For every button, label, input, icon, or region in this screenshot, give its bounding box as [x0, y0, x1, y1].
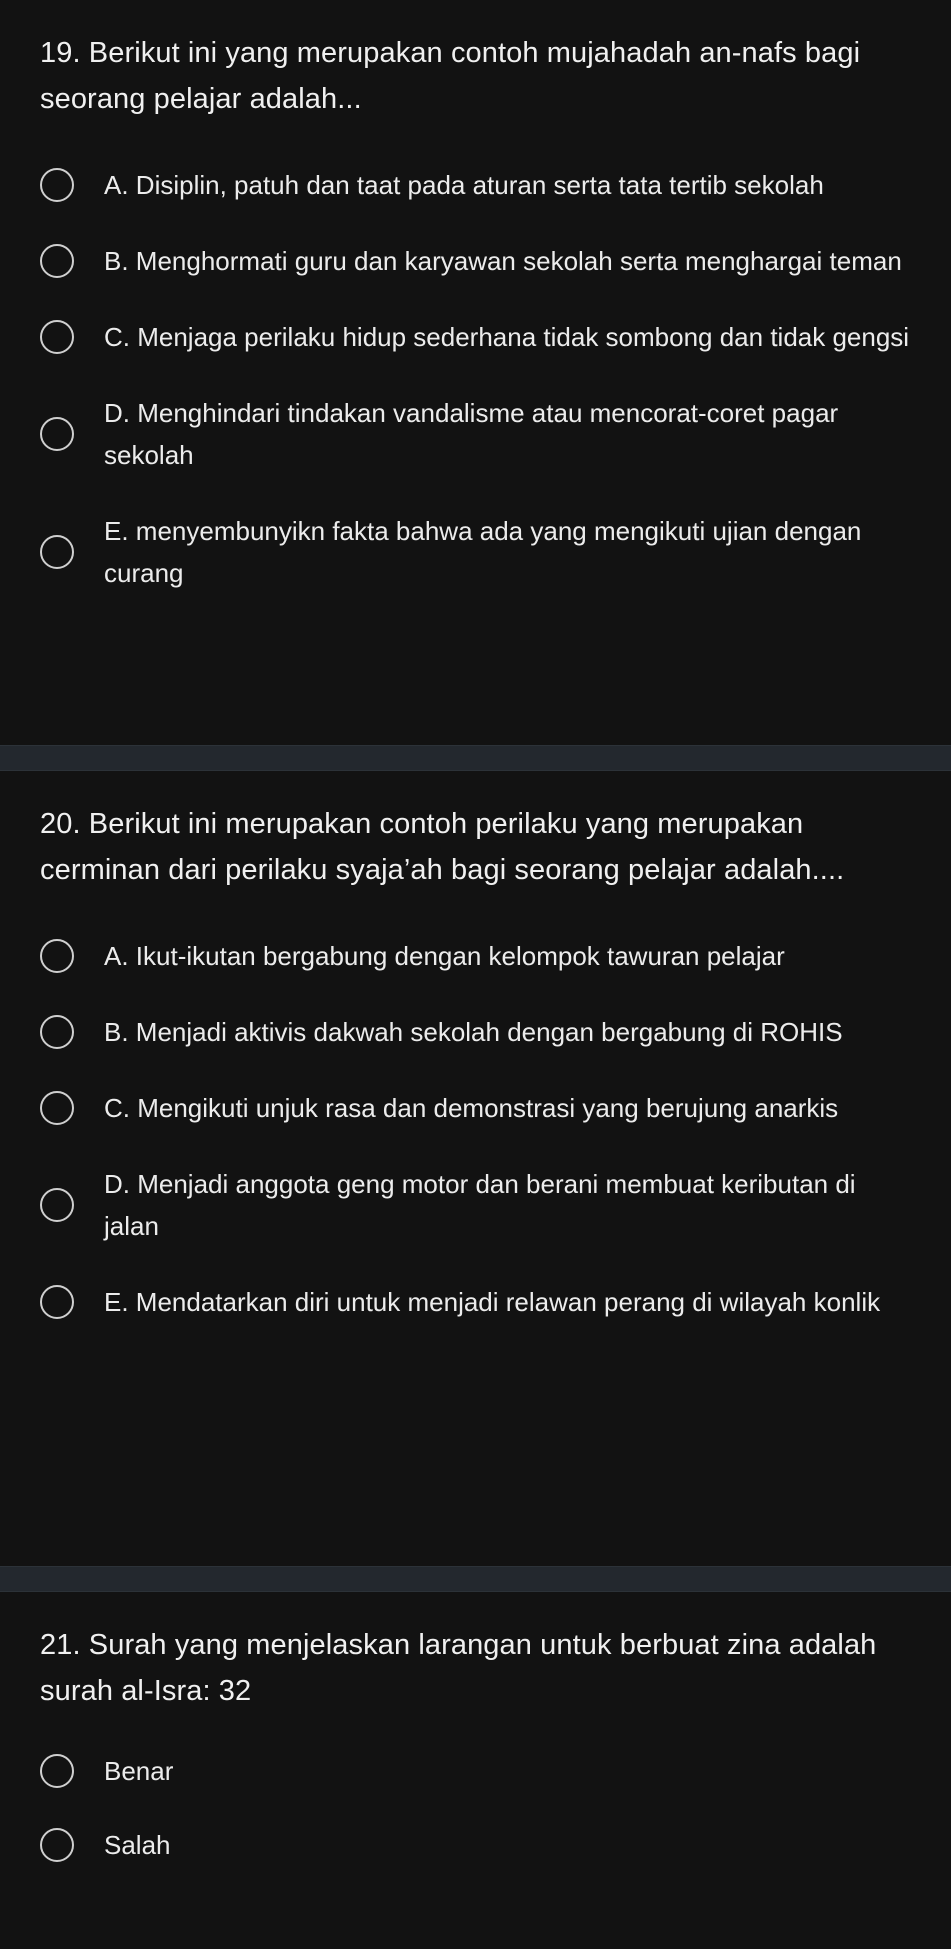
- options-group: [40, 935, 911, 1323]
- radio-unchecked-icon[interactable]: [40, 320, 74, 354]
- option-d[interactable]: [40, 392, 911, 476]
- option-label: B. Menjadi aktivis dakwah sekolah dengan bergabung di ROHIS: [104, 1017, 843, 1047]
- option-d[interactable]: [40, 1163, 911, 1247]
- option-b[interactable]: [40, 1011, 911, 1053]
- option-label: A. Disiplin, patuh dan taat pada aturan serta tata tertib sekolah: [104, 170, 824, 200]
- option-label: C. Mengikuti unjuk rasa dan demonstrasi yang berujung anarkis: [104, 1093, 839, 1123]
- radio-unchecked-icon[interactable]: [40, 1828, 74, 1862]
- option-label: A. Ikut-ikutan bergabung dengan kelompok tawuran pelajar: [104, 941, 785, 971]
- radio-unchecked-icon[interactable]: [40, 1754, 74, 1788]
- option-e[interactable]: [40, 1281, 911, 1323]
- radio-unchecked-icon[interactable]: [40, 1188, 74, 1222]
- option-label: D. Menghindari tindakan vandalisme atau mencorat-coret pagar sekolah: [104, 398, 839, 470]
- question-text: 20. Berikut ini merupakan contoh perilaku yang merupakan cerminan dari perilaku syaja’ah bagi seorang pelajar adalah....: [40, 808, 845, 886]
- option-c[interactable]: [40, 316, 911, 358]
- option-label: D. Menjadi anggota geng motor dan berani membuat keributan di jalan: [104, 1169, 856, 1241]
- option-benar[interactable]: [40, 1750, 911, 1792]
- option-e[interactable]: [40, 510, 911, 594]
- option-a[interactable]: [40, 935, 911, 977]
- radio-unchecked-icon[interactable]: [40, 1285, 74, 1319]
- options-group: [40, 164, 911, 594]
- options-group: [40, 1750, 911, 1866]
- radio-unchecked-icon[interactable]: [40, 417, 74, 451]
- question-text: 19. Berikut ini yang merupakan contoh mujahadah an-nafs bagi seorang pelajar adalah...: [40, 37, 861, 115]
- option-label: Benar: [104, 1756, 174, 1786]
- option-label: B. Menghormati guru dan karyawan sekolah serta menghargai teman: [104, 246, 902, 276]
- section-divider: [0, 1566, 951, 1592]
- option-label: E. menyembunyikn fakta bahwa ada yang mengikuti ujian dengan curang: [104, 516, 862, 588]
- question-card-19: [0, 0, 951, 745]
- radio-unchecked-icon[interactable]: [40, 535, 74, 569]
- radio-unchecked-icon[interactable]: [40, 244, 74, 278]
- radio-unchecked-icon[interactable]: [40, 1091, 74, 1125]
- option-salah[interactable]: [40, 1824, 911, 1866]
- option-b[interactable]: [40, 240, 911, 282]
- option-a[interactable]: [40, 164, 911, 206]
- option-label: Salah: [104, 1830, 171, 1860]
- radio-unchecked-icon[interactable]: [40, 1015, 74, 1049]
- option-c[interactable]: [40, 1087, 911, 1129]
- section-divider: [0, 745, 951, 771]
- option-label: C. Menjaga perilaku hidup sederhana tidak sombong dan tidak gengsi: [104, 322, 910, 352]
- radio-unchecked-icon[interactable]: [40, 168, 74, 202]
- question-text: 21. Surah yang menjelaskan larangan untuk berbuat zina adalah surah al-Isra: 32: [40, 1629, 877, 1707]
- radio-unchecked-icon[interactable]: [40, 939, 74, 973]
- question-card-21: [0, 1592, 951, 1949]
- question-card-20: [0, 771, 951, 1566]
- option-label: E. Mendatarkan diri untuk menjadi relawan perang di wilayah konlik: [104, 1287, 881, 1317]
